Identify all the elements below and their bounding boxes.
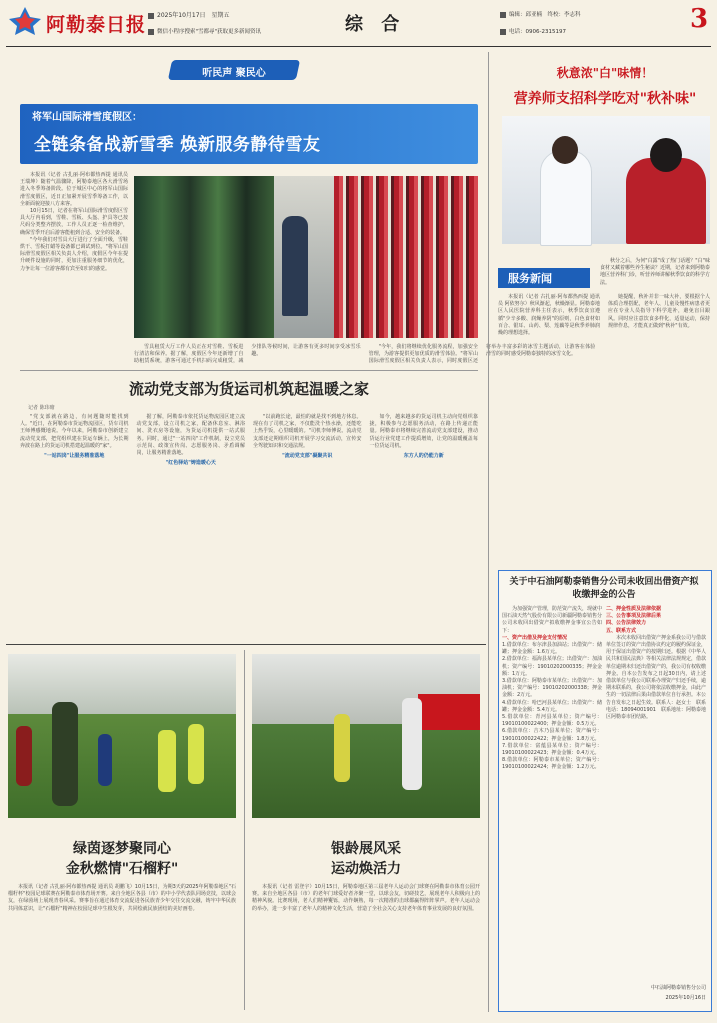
page-number: 3 bbox=[690, 4, 709, 34]
doctor-figure bbox=[540, 150, 592, 246]
gateball-body bbox=[252, 884, 480, 1012]
convoy-subhead: "红色驿站"铸造暖心天 bbox=[165, 460, 216, 467]
football-body bbox=[8, 884, 236, 1012]
bottom-section-divider bbox=[6, 644, 486, 645]
side-headline: 营养师支招科学吃对"秋补味" bbox=[513, 91, 697, 107]
convoy-subhead: 东方人的仍能力新 bbox=[403, 453, 444, 460]
bottom-column-divider bbox=[244, 650, 245, 1010]
convoy-headline: 流动党支部为货运司机筑起温暖之家 bbox=[128, 380, 369, 398]
lead-headline: 全链条备战新雪季 焕新服务静待雪友 bbox=[34, 135, 321, 155]
lead-paragraph: 本报讯（记者 古扎丽·阿布都热西提 通讯员 王瑞坤）随着气温骤降，阿勒泰地区各大滑雪场进入冬季筹备阶段。位于城区中心的将军山国际滑雪度假区，近日正加紧开展雪季筹备工作，以全新面貌迎接八方来客。 bbox=[20, 172, 128, 207]
lead-paragraph: 雪具租赁大厅工作人员正在对雪鞋、雪板进行清洁和保养。据了解，度假区今年还新增了自助租赁系统，游客可通过手机扫码完成租赁，减少排队等候时间，让游客有更多时间享受冰雪乐趣。 bbox=[134, 344, 361, 365]
notice-section-heading: 二、押金性质及法律依据 bbox=[606, 606, 662, 612]
paper-name: 阿勒泰日报 bbox=[46, 14, 147, 36]
elder-player bbox=[402, 698, 422, 790]
player-figure bbox=[188, 724, 204, 784]
service-body bbox=[498, 294, 710, 564]
notice-entry: 6.借款单位：吉木乃县某单位；资产编号：19010100022422；押金金额：1.8万元。 bbox=[502, 728, 602, 742]
lead-body-col1 bbox=[20, 172, 128, 358]
notice-signature: 中石油阿勒泰销售分公司 bbox=[650, 985, 706, 991]
notice-date: 2025年10月16日 bbox=[665, 995, 706, 1001]
staff-person bbox=[282, 216, 308, 316]
calendar-icon bbox=[148, 13, 154, 19]
notice-section-heading: 五、联系方式 bbox=[606, 627, 637, 634]
banner-board bbox=[418, 694, 480, 730]
date-line: 2025年10月17日 星期五 bbox=[148, 10, 230, 19]
football-paragraph: 本报讯（记者 古扎丽·阿布都热西提 通讯员 胡鹏飞）10月15日，为期3天的2025年阿勒泰地区"石榴籽杯"校园足球联赛在阿勒泰市体育场开赛。来自全地区各县（市）的中小学代表队同场竞技，以球会友，在绿茵场上展现青春风采。赛事旨在通过体育交流促进各民族青少年交往交流交融，铸牢中华民族共同体意识，让"石榴籽"精神在校园足球中生根发芽，共同绘就民族团结的美好画卷。 bbox=[8, 884, 236, 912]
notice-left bbox=[502, 606, 602, 1004]
service-intro bbox=[600, 258, 710, 286]
masthead bbox=[0, 0, 717, 48]
phone-line: 电话：0906-2315197 bbox=[500, 27, 566, 35]
wechat-line: 微信小程序搜索"雪都尋"获取更多新闻资讯 bbox=[148, 27, 261, 35]
notice-entry: 7.借款单位：富蕴县某单位；资产编号：19010100022423；押金金额：0.4万元。 bbox=[502, 742, 602, 757]
convoy-subhead: "流动党支部"凝聚共识 bbox=[282, 453, 333, 460]
notice-entry: 2.借款单位：福海县某单位；出借资产：加油机；资产编号：19010202000335；押金金额：1万元。 bbox=[502, 656, 602, 677]
notice-title: 关于中石油阿勒泰销售分公司未收回出借资产拟收缴押金的公告 bbox=[509, 577, 699, 600]
notice-entry: 5.借款单位：青河县某单位；资产编号：19010100022400；押金金额：0.5万元。 bbox=[502, 714, 602, 728]
wechat-icon bbox=[148, 29, 154, 35]
gateball-paragraph: 本报讯（记者 雷登宇）10月15日，阿勒泰地区第三届老年人运动会门球赛在阿勒泰市体育公园开赛。来自全地区各县（市）的老年门球爱好者齐聚一堂，以球会友，切磋技艺，展现老年人积极向上的精神风貌。比赛现场，老人们精神矍铄，动作娴熟，每一次精准的击球都赢得阵阵掌声。老年人运动会的举办，进一步丰富了老年人的精神文化生活，营造了全社会关心支持老年体育事业发展的良好氛围。 bbox=[252, 884, 480, 912]
notice-right bbox=[606, 606, 706, 978]
right-column-divider bbox=[488, 52, 489, 1012]
nutritionist-photo bbox=[502, 116, 710, 244]
service-paragraph: 秋分之后，为何"白露"成了热门话题？"白"味食材又藏着哪些养生秘诀？近期，记者来到阿勒泰地区营养科门诊，听营养师讲解秋季饮食的科学方法。 bbox=[600, 258, 711, 286]
masthead-divider bbox=[6, 46, 711, 47]
newspaper-logo-icon bbox=[8, 6, 42, 36]
convoy-divider bbox=[20, 370, 478, 371]
notice-entry: 4.借款单位：哈巴河县某单位；出借资产：储罐；押金金额：5.4万元。 bbox=[502, 699, 602, 713]
column-tag-label: 听民声 聚民心 bbox=[202, 68, 266, 79]
lead-paragraph: "今年，我们将继续优化服务流程，加强安全管理，为游客提供更加优质的滑雪体验。"将军山国际滑雪度假区相关负责人表示，同时度假区还将举办丰富多彩的冰雪主题活动，让游客在体验滑雪的同时感受阿勒泰独特的冰雪文化。 bbox=[368, 344, 596, 365]
section-title: 综 合 bbox=[345, 14, 406, 35]
notice-paragraph: 本次未收回出借资产押金系我公司与借款单位签订的资产出借协议约定的履约保证金，用于保证出借资产的按期归还。根据《中华人民共和国民法典》等相关法律法规规定，借款单位逾期未归还出借资产的，我公司有权收缴押金。自本公告发布之日起30日内，请上述借款单位与我公司联系办理资产归还手续，逾期未联系的，我公司将依法收缴押金，由此产生的一切法律后果由借款单位自行承担。本公告自发布之日起生效。联系人：赵女士 联系电话：18094001901 联系地址：阿勒泰地区阿勒泰市团结路。 bbox=[606, 634, 707, 721]
convoy-body bbox=[20, 414, 478, 636]
convoy-paragraph: 如今，越来越多的货运司机主动向党组织靠拢，积极参与志愿服务活动，在路上传递正能量。阿勒泰市将继续完善流动党支部建设，推动货运行业党建工作提质增效，让党的温暖覆盖每一位货运司机。 bbox=[369, 414, 478, 449]
phone-icon bbox=[500, 29, 506, 35]
convoy-subhead: "一站四岗"让服务精准落地 bbox=[44, 453, 105, 460]
notice-section-heading: 四、公告法律效力 bbox=[606, 620, 647, 627]
player-figure bbox=[158, 730, 176, 792]
lead-body-bottom bbox=[134, 344, 596, 366]
notice-intro: 为加强资产管理，防范资产流失，现就中国石油天然气股份有限公司新疆阿勒泰销售分公司未收回出借资产拟收缴押金事宜公告如下： bbox=[502, 606, 603, 634]
notice-section-heading: 一、资产出借及押金支付情况 bbox=[502, 634, 568, 641]
gateball-headline-1: 银龄展风采 bbox=[331, 841, 401, 857]
lead-paragraph: "今年我们对雪具大厅进行了全面升级，雪鞋烘干、雪板打蜡等设备都已调试到位。"将军山国际滑雪度假区相关负责人介绍，度假区今年在提升硬件设施的同时，更加注重服务细节的优化，力争让每一位游客都有宾至如归的感觉。 bbox=[20, 236, 128, 272]
football-photo bbox=[8, 654, 236, 818]
notice-section-heading: 三、公告事项及法律后果 bbox=[606, 613, 662, 620]
convoy-paragraph: "党支部就在路边，有问题随时能找到人。"近日，在阿勒泰市货运物流园区，货车司机王师傅感慨地说。今年以来，阿勒泰市创新建立流动党支部，把党组织建在货运车辆上，为长期奔波在路上的货运司机搭建起温暖的"家"。 bbox=[20, 414, 129, 449]
editor-line: 编辑：邱亚楠 终校：李志科 bbox=[500, 10, 581, 18]
player-figure bbox=[98, 734, 112, 786]
side-kicker: 秋意浓"白"味情！ bbox=[556, 66, 654, 80]
football-headline-2: 金秋燃情"石榴籽" bbox=[65, 861, 179, 877]
service-news-title: 服务新闻 bbox=[508, 272, 552, 285]
player-figure bbox=[16, 726, 32, 786]
notice-entry: 3.借款单位：阿勒泰市某单位；出借资产：加油机；资产编号：19010202000338；押金金额：2万元。 bbox=[502, 678, 602, 699]
service-paragraph: 本报讯（记者 古扎丽·阿布都热西提 通讯员 阿依努尔）秋风渐起，秋燥渐显。阿勒泰地区人民医院营养科主任表示，秋季饮食宜遵循"少辛多酸、润燥养阴"的原则，白色食材如百合、银耳、山药、梨、莲藕等是秋季养肺润燥的理想选择。 bbox=[498, 294, 600, 337]
service-paragraph: 她提醒，秋补并非一味大补，要根据个人体质合理搭配，老年人、儿童及慢性病患者更应在专业人员指导下科学进补，避免盲目跟风。同时应注意饮食多样化，适量运动，保持规律作息，才能真正做到"秋补"有效。 bbox=[608, 294, 710, 329]
convoy-paragraph: 据了解，阿勒泰市依托货运物流园区建立流动党支部，设立司机之家，配备休息室、淋浴间、洗衣房等设施，为货运司机提供一站式服务。同时，通过"一站四岗"工作机制，设立党员示范岗、政策宣传岗、志愿服务岗、矛盾调解岗，让服务精准落地。 bbox=[136, 414, 245, 457]
lead-kicker: 将军山国际滑雪度假区： bbox=[32, 112, 142, 123]
pencil-icon bbox=[500, 12, 506, 18]
gateball-headline-2: 运动焕活力 bbox=[331, 861, 401, 877]
elder-player bbox=[334, 714, 350, 782]
notice-entry: 8.借款单位：阿勒泰市某单位；资产编号：19010100022424；押金金额：1.2万元。 bbox=[502, 757, 602, 771]
lead-paragraph: 10月15日，记者在将军山国际滑雪度假区雪具大厅内看到，雪鞋、雪板、头盔、护具等已按尺码分类整齐摆放，工作人员正逐一检查维护，确保雪季开启后游客能租到合适、安全的装备。 bbox=[20, 208, 128, 236]
player-figure bbox=[52, 702, 78, 806]
notice-entry: 1.借款单位：布尔津县加油站；出借资产：储罐；押金金额：1.6万元。 bbox=[502, 642, 602, 656]
ski-rental-photo bbox=[134, 176, 478, 338]
gateball-photo bbox=[252, 654, 480, 818]
convoy-paragraph: "以前跑长途，最怕的就是找不到地方休息。现在有了司机之家，不仅能洗个热水澡，还能吃上热乎饭，心里暖暖的。"司机李师傅说。流动党支部还定期组织司机开展学习交流活动，宣传安全驾驶知识和交通法规。 bbox=[253, 414, 362, 449]
football-headline-1: 绿茵逐梦聚同心 bbox=[73, 841, 171, 857]
convoy-byline: 记者 陈玮瑭 bbox=[28, 405, 55, 411]
